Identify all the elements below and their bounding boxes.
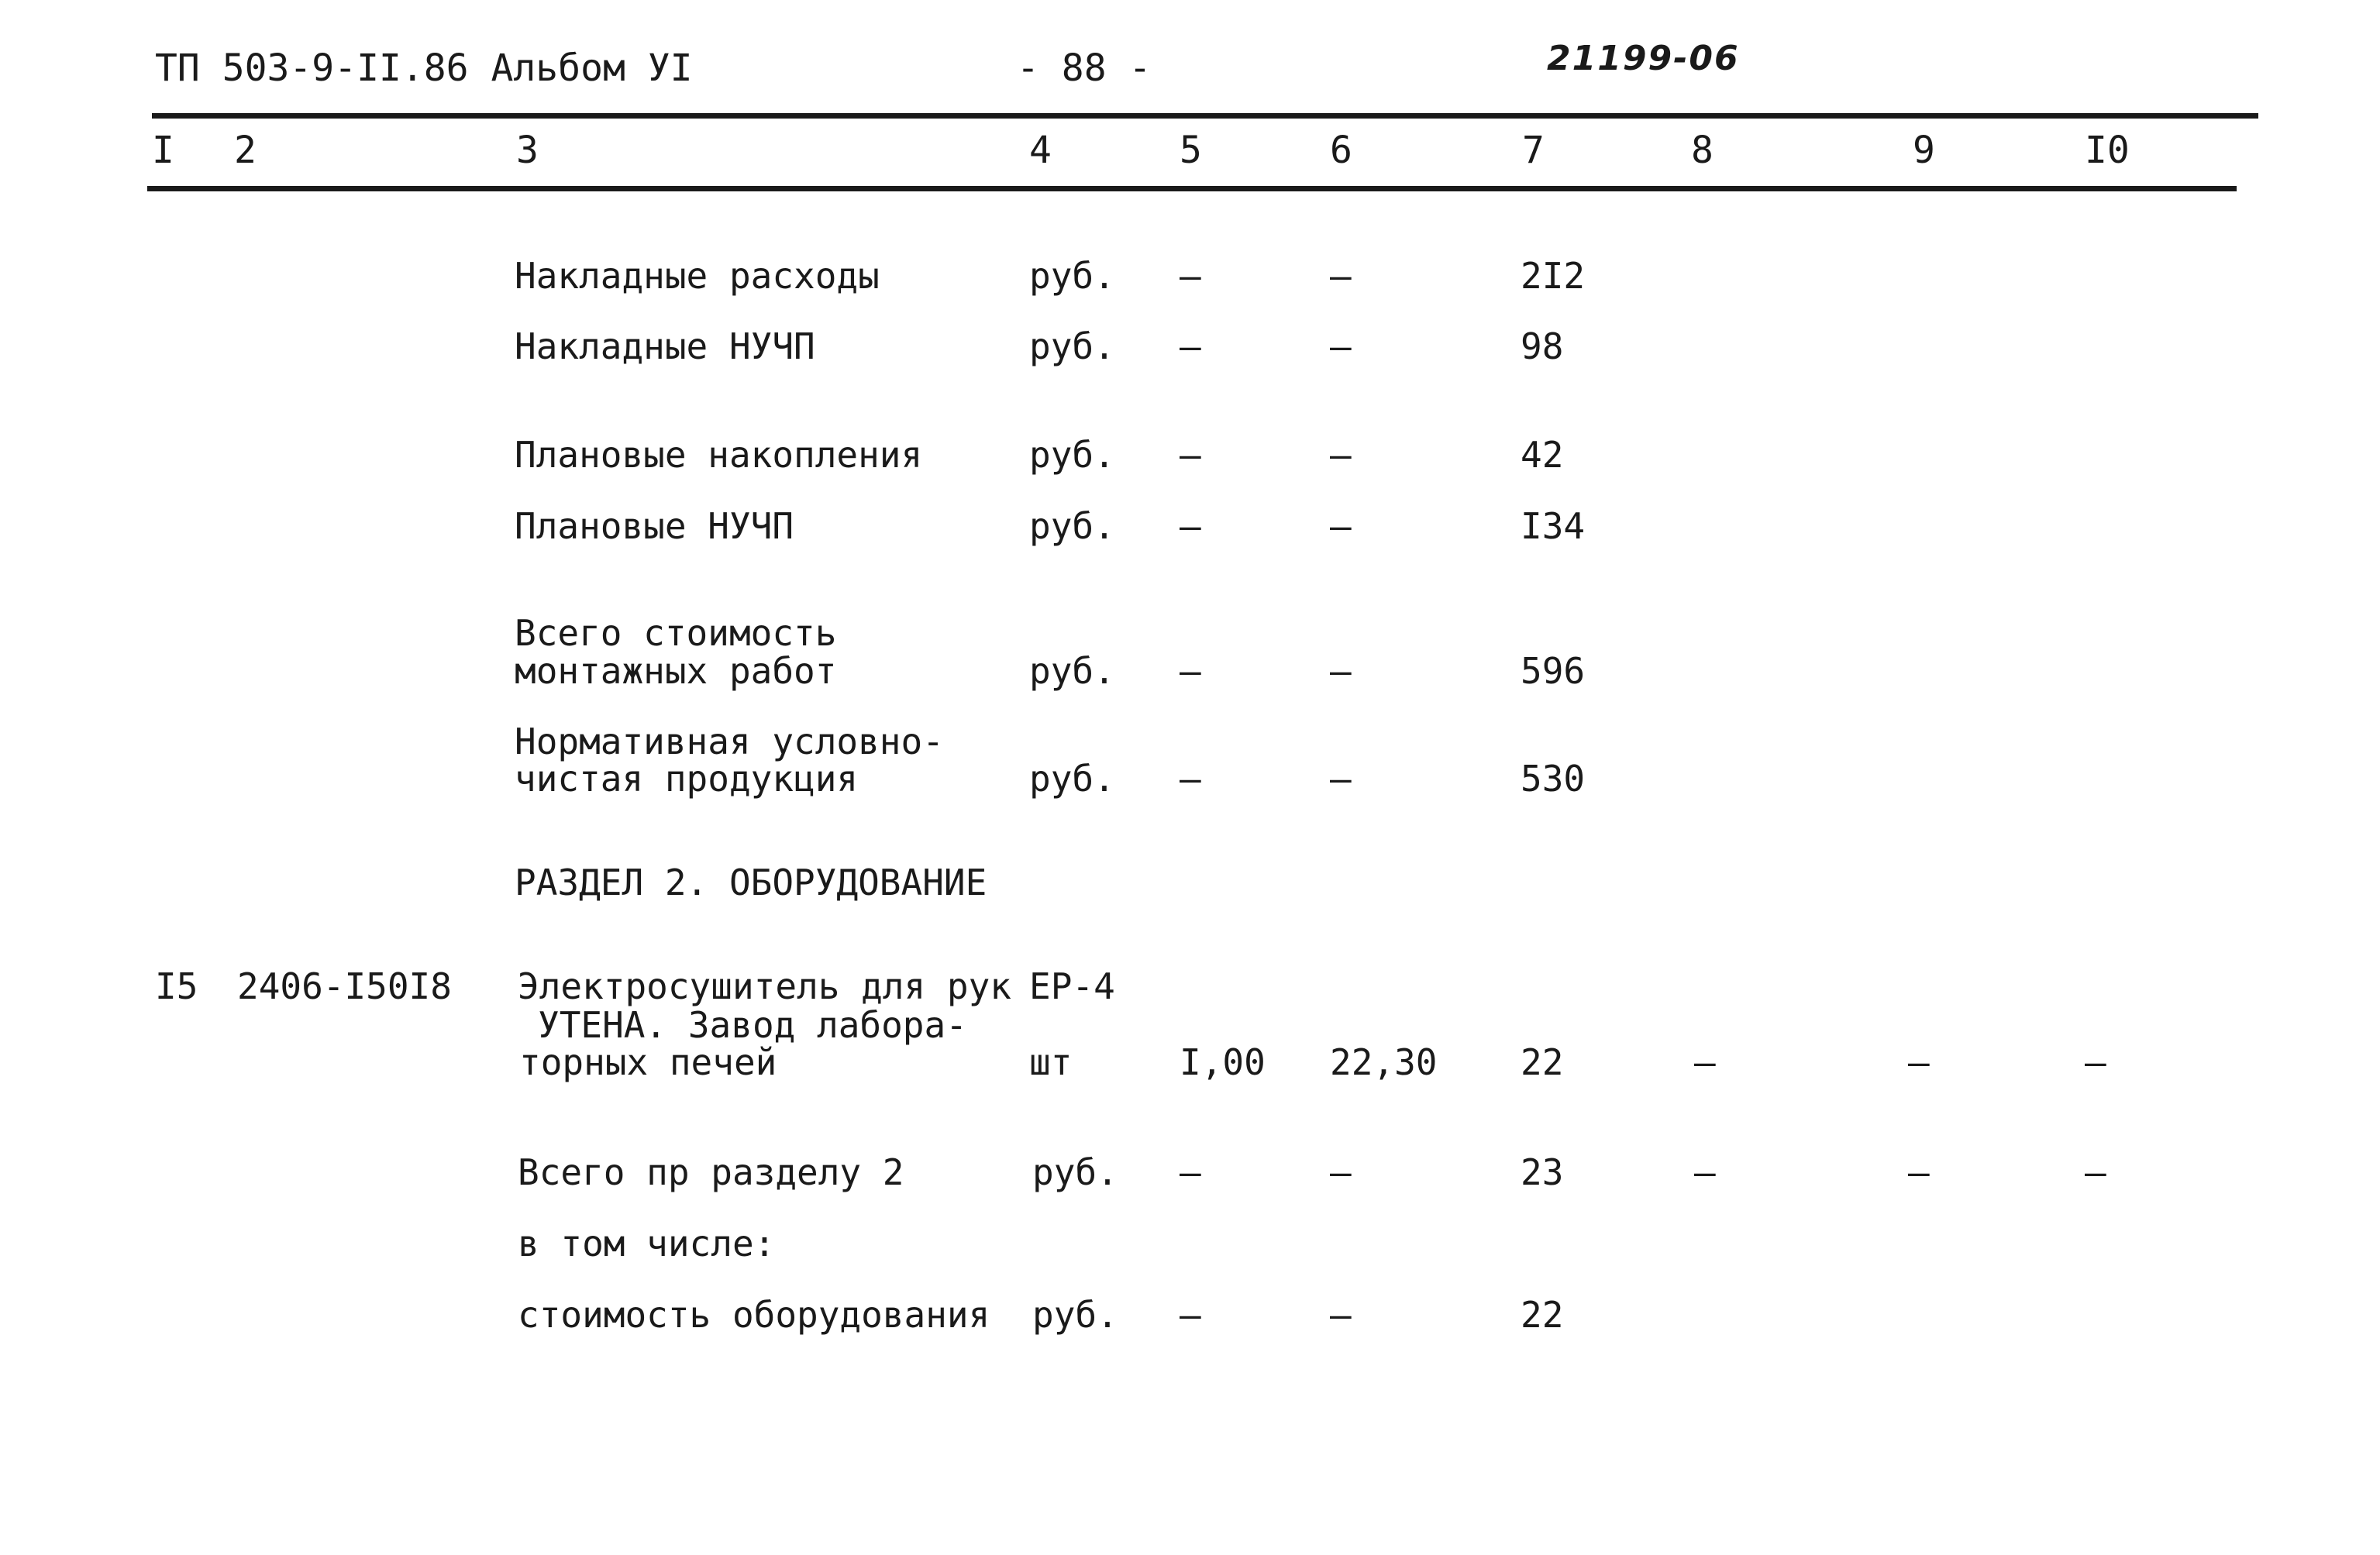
row-col7: 596 [1521,650,1586,692]
row-col5: – [1180,650,1201,692]
row-col6: – [1330,325,1352,367]
row-col5: – [1180,434,1201,476]
row-name-line2: монтажных работ [515,650,837,692]
row-name-line1: Электросушитель для рук [518,965,1011,1007]
row-col7: 22 [1521,1294,1564,1336]
row-col6: – [1330,1151,1352,1193]
row-name: Накладные расходы [515,255,880,297]
row-unit: руб. [1029,758,1115,800]
row-col5: – [1180,325,1201,367]
row-col7: 23 [1521,1151,1564,1193]
page-number: - 88 - [1017,46,1152,90]
column-number-1: I [152,129,174,172]
row-col8: – [1694,1041,1716,1083]
row-position: I5 [155,965,198,1007]
row-col7: 22 [1521,1041,1564,1083]
row-col5: – [1180,1151,1201,1193]
row-unit: шт [1029,1041,1073,1083]
row-unit: руб. [1029,255,1115,297]
header-rule-top [152,113,2258,119]
row-name: Плановые накопления [515,434,923,476]
column-number-10: I0 [2085,129,2130,172]
row-col7: 42 [1521,434,1564,476]
row-col6: 22,30 [1330,1041,1438,1083]
row-unit: руб. [1032,1294,1118,1336]
column-number-9: 9 [1913,129,1935,172]
row-unit: руб. [1032,1151,1118,1193]
row-col6: – [1330,255,1352,297]
row-name: Плановые НУЧП [515,505,794,547]
row-name: Всего пр разделу 2 [518,1151,904,1193]
document-code: ТП 503-9-II.86 Альбом УI [155,46,693,90]
row-col10: – [2085,1041,2106,1083]
row-col7: 2I2 [1521,255,1586,297]
row-name-line1: Всего стоимость [515,612,837,654]
handwritten-reference: 21199-06 [1547,39,1740,78]
row-col10: – [2085,1151,2106,1193]
row-name: Накладные НУЧП [515,325,815,367]
row-col5: – [1180,758,1201,800]
row-name-line2: УТЕНА. Завод лабора- [538,1004,967,1046]
column-number-6: 6 [1330,129,1352,172]
column-number-5: 5 [1180,129,1202,172]
row-col9: – [1908,1151,1930,1193]
row-col5: I,00 [1180,1041,1266,1083]
row-code: 2406-I50I8 [237,965,452,1007]
row-col9: – [1908,1041,1930,1083]
including-label: в том числе: [518,1223,776,1264]
row-col6: – [1330,650,1352,692]
row-name: стоимость оборудования [518,1294,990,1336]
row-unit: руб. [1029,434,1115,476]
row-col7: 530 [1521,758,1586,800]
row-type: ЕР-4 [1029,965,1115,1007]
section-heading: РАЗДЕЛ 2. ОБОРУДОВАНИЕ [515,862,987,903]
row-col8: – [1694,1151,1716,1193]
row-col5: – [1180,505,1201,547]
column-number-2: 2 [234,129,257,172]
row-unit: руб. [1029,650,1115,692]
row-col6: – [1330,1294,1352,1336]
row-col6: – [1330,434,1352,476]
row-col5: – [1180,1294,1201,1336]
row-col6: – [1330,505,1352,547]
column-number-3: 3 [516,129,539,172]
header-rule-bottom [147,186,2237,191]
column-number-4: 4 [1029,129,1052,172]
row-col7: I34 [1521,505,1586,547]
row-name-line2: чистая продукция [515,758,859,800]
row-name-line3: торных печей [519,1041,777,1083]
row-col7: 98 [1521,325,1564,367]
row-col6: – [1330,758,1352,800]
row-unit: руб. [1029,505,1115,547]
column-number-8: 8 [1691,129,1714,172]
row-col5: – [1180,255,1201,297]
column-number-7: 7 [1522,129,1545,172]
row-unit: руб. [1029,325,1115,367]
row-name-line1: Нормативная условно- [515,721,944,762]
